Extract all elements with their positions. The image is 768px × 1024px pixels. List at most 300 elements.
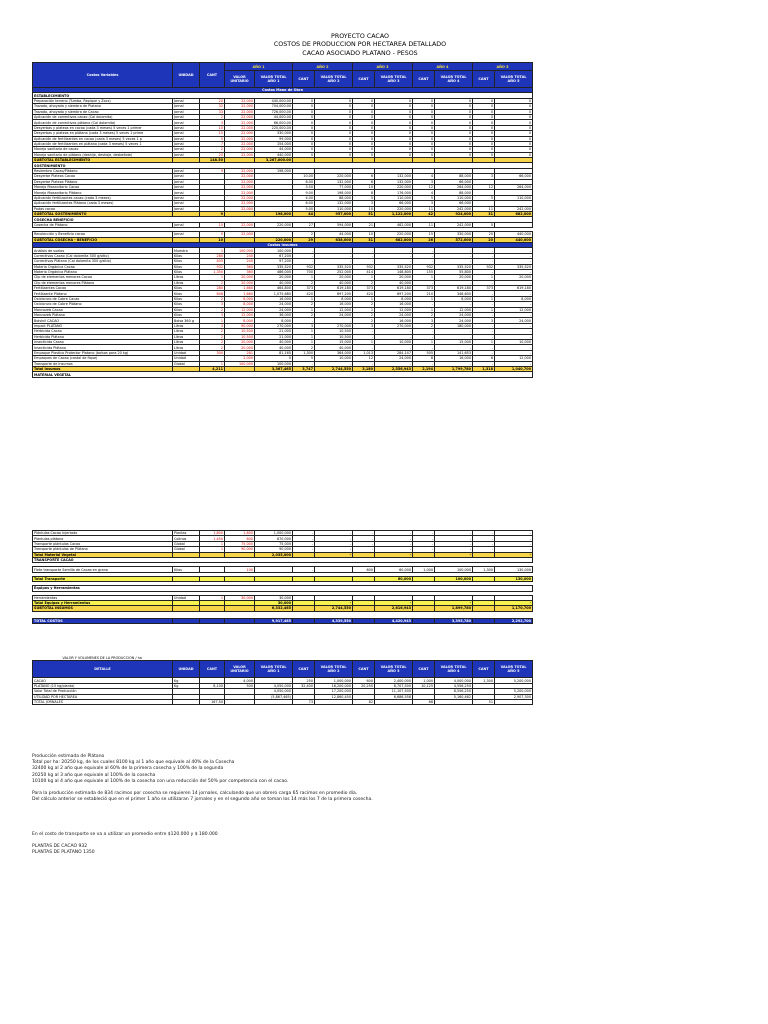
table-cell: Litros bbox=[173, 275, 200, 280]
table-cell: - bbox=[413, 334, 435, 339]
table-cell: 270,000 bbox=[255, 323, 293, 328]
production-header-row bbox=[33, 661, 533, 678]
table-cell: 335,520 bbox=[375, 264, 413, 269]
table-cell: 0 bbox=[495, 114, 533, 119]
row-label: Desyerbas y plateos en plátano (cada 3 meses) 5 veces 1 prime bbox=[33, 131, 173, 136]
table-cell: 90,000 bbox=[255, 547, 293, 552]
table-cell: Jornal bbox=[173, 206, 200, 211]
table-cell: 10 bbox=[200, 125, 225, 130]
table-cell: 440,000 bbox=[495, 237, 533, 242]
table-cell bbox=[413, 618, 435, 623]
table-cell: 3 bbox=[473, 318, 495, 323]
table-cell: - bbox=[473, 253, 495, 258]
table-cell: - bbox=[375, 536, 413, 541]
table-cell: Jornal bbox=[173, 195, 200, 200]
note-line: 10100 kg al 4 año que equivale al 100% de la cosecha con una reducción del 50% por competencia con el cacao. bbox=[32, 778, 289, 784]
table-cell: 3 bbox=[200, 313, 225, 318]
table-cell: 12,000 bbox=[375, 307, 413, 312]
table-cell: 0 bbox=[495, 141, 533, 146]
table-cell: 0 bbox=[293, 141, 315, 146]
table-cell: - bbox=[375, 248, 413, 253]
table-cell: 5,200,000 bbox=[495, 678, 533, 683]
table-cell: 0 bbox=[435, 120, 473, 125]
table-cell: 9 bbox=[200, 211, 225, 216]
table-cell: 40,000 bbox=[255, 345, 293, 350]
table-cell: - bbox=[435, 253, 473, 258]
table-cell: 22,000 bbox=[225, 168, 255, 173]
table-cell: - bbox=[473, 329, 495, 334]
table-cell: 10,125 bbox=[413, 683, 435, 688]
table-cell: 0 bbox=[495, 125, 533, 130]
table-cell: 3,367,465 bbox=[255, 366, 293, 371]
table-cell: - bbox=[473, 291, 495, 296]
table-cell: 704,000.00 bbox=[255, 104, 293, 109]
table-cell: 280 bbox=[200, 286, 225, 291]
table-cell: 0 bbox=[293, 109, 315, 114]
table-cell: 5.00 bbox=[293, 206, 315, 211]
table-cell: 10,500 bbox=[225, 329, 255, 334]
table-cell: - bbox=[315, 600, 353, 605]
table-cell: 957,000 bbox=[315, 211, 353, 216]
table-cell: 264,000 bbox=[435, 185, 473, 190]
table-cell: - bbox=[473, 350, 495, 355]
table-cell: 210 bbox=[413, 291, 435, 296]
table-cell: 1,170,700 bbox=[495, 606, 533, 611]
table-cell: 3 bbox=[200, 302, 225, 307]
table-cell: - bbox=[315, 253, 353, 258]
table-cell: - bbox=[473, 334, 495, 339]
table-cell: - bbox=[413, 541, 435, 546]
table-cell: 0 bbox=[495, 147, 533, 152]
table-cell: - bbox=[495, 552, 533, 557]
row-label: Correctivos Plátano (Cal dolomita 300 g/sitio) bbox=[33, 259, 173, 264]
row-label: Aplicación de fertilizantes en plátano (cada 3 meses) 5 veces 1 bbox=[33, 141, 173, 146]
table-cell: - bbox=[293, 541, 315, 546]
row-label: Aplicación fertilizantes cacao (cada 3 meses) bbox=[33, 195, 173, 200]
table-cell: 15,000 bbox=[315, 339, 353, 344]
table-cell: Jornal bbox=[173, 152, 200, 157]
row-label: Trazado, ahoyado y siembra de Cacao bbox=[33, 109, 173, 114]
table-cell: Jornal bbox=[173, 120, 200, 125]
note-line: Para la producción estimada de 834 racimos por cosecha se requieren 14 jornales, calculando que un obrero carga 65 racimos en promedio día. bbox=[32, 791, 358, 797]
row-label: Podas cacao bbox=[33, 206, 173, 211]
table-cell: 335,520 bbox=[495, 264, 533, 269]
table-cell: 110,000 bbox=[375, 195, 413, 200]
table-cell: - bbox=[495, 547, 533, 552]
table-cell: 0 bbox=[473, 125, 495, 130]
note-line: Total por ha: 20250 kg, de los cuales 8100 kg al 1 año que equivale al 40% de la Cosecha bbox=[32, 760, 235, 766]
table-cell: - bbox=[495, 269, 533, 274]
table-cell: Kilos bbox=[173, 313, 200, 318]
table-cell: - bbox=[353, 329, 375, 334]
table-cell: 360 bbox=[225, 269, 255, 274]
table-cell: - bbox=[473, 280, 495, 285]
table-cell: 1 bbox=[293, 334, 315, 339]
table-cell: 20 bbox=[473, 237, 495, 242]
row-label: SUBTOTAL ESTABLECIMIENTO bbox=[33, 158, 173, 163]
table-cell: - bbox=[473, 547, 495, 552]
table-cell: 1 bbox=[413, 275, 435, 280]
table-cell: 24,000 bbox=[255, 302, 293, 307]
table-cell: 2 bbox=[293, 280, 315, 285]
table-cell: 60,000 bbox=[375, 567, 413, 572]
table-cell: 8,000 bbox=[315, 296, 353, 301]
table-cell: 0 bbox=[353, 136, 375, 141]
table-cell: 8,000 bbox=[375, 296, 413, 301]
table-cell: 4,050,000 bbox=[255, 689, 293, 694]
table-cell: 1,000 bbox=[413, 567, 435, 572]
table-cell: 240 bbox=[225, 253, 255, 258]
table-cell: 68 bbox=[413, 699, 435, 704]
table-cell: 22,000 bbox=[225, 125, 255, 130]
table-cell: 0 bbox=[293, 152, 315, 157]
table-cell: 20 bbox=[200, 98, 225, 103]
row-label: Empaques de Cacao (costal de fique) bbox=[33, 356, 173, 361]
table-cell: 22,000 bbox=[225, 222, 255, 227]
table-cell: 440,000 bbox=[255, 152, 293, 157]
table-cell: 110,000 bbox=[435, 195, 473, 200]
table-cell: - bbox=[293, 259, 315, 264]
table-cell: - bbox=[473, 323, 495, 328]
production-header-cell: VALOR TOTAL AÑO 3 bbox=[375, 661, 413, 678]
table-cell: 16,000 bbox=[315, 302, 353, 307]
table-cell: 12 bbox=[353, 356, 375, 361]
row-label: Recolección y Beneficio cacao bbox=[33, 232, 173, 237]
table-cell: - bbox=[293, 536, 315, 541]
row-label: Plántulas plátano bbox=[33, 536, 173, 541]
table-cell: 44,000 bbox=[315, 232, 353, 237]
table-cell: Litros bbox=[173, 345, 200, 350]
table-cell: 10,500 bbox=[315, 329, 353, 334]
table-cell: 0 bbox=[353, 152, 375, 157]
table-cell: 73 bbox=[293, 699, 315, 704]
table-cell: Jornal bbox=[173, 114, 200, 119]
row-label: Insecticida Cacao bbox=[33, 339, 173, 344]
table-cell: 420 bbox=[293, 291, 315, 296]
production-header-cell: CANT bbox=[353, 661, 375, 678]
table-cell: Colinos bbox=[173, 536, 200, 541]
table-cell: 30,000 bbox=[225, 595, 255, 600]
table-cell: - bbox=[413, 302, 435, 307]
table-cell: 932 bbox=[293, 264, 315, 269]
table-cell: 10 bbox=[200, 222, 225, 227]
table-cell: 3 bbox=[473, 174, 495, 179]
table-cell: - bbox=[473, 345, 495, 350]
notes-transporte bbox=[32, 832, 218, 857]
table-cell: - bbox=[495, 536, 533, 541]
table-cell: 148,800 bbox=[375, 269, 413, 274]
table-cell bbox=[315, 699, 353, 704]
table-cell: 1 bbox=[293, 329, 315, 334]
table-cell: 32,400 bbox=[293, 683, 315, 688]
table-cell: 155 bbox=[413, 269, 435, 274]
row-label: Manejo sanitario de cacao bbox=[33, 147, 173, 152]
table-cell: 1 bbox=[473, 339, 495, 344]
table-cell: 726,000.00 bbox=[255, 109, 293, 114]
table-cell: 32 bbox=[200, 104, 225, 109]
cant-5-header: CANT bbox=[473, 71, 495, 88]
table-cell: - bbox=[293, 567, 315, 572]
table-cell: 5 bbox=[353, 195, 375, 200]
table-cell: 360 bbox=[225, 264, 255, 269]
table-cell: 2 bbox=[293, 302, 315, 307]
table-cell: 1,000,000 bbox=[255, 531, 293, 536]
section-label: COSECHA BENEFICIO bbox=[33, 217, 533, 222]
table-cell: - bbox=[473, 313, 495, 318]
table-cell bbox=[353, 618, 375, 623]
table-cell: 20 bbox=[200, 152, 225, 157]
table-cell: - bbox=[495, 329, 533, 334]
table-cell: - bbox=[353, 253, 375, 258]
table-cell: 2 bbox=[293, 313, 315, 318]
table-cell: 0 bbox=[473, 98, 495, 103]
table-cell: 40,000 bbox=[315, 345, 353, 350]
table-cell: 240 bbox=[225, 259, 255, 264]
table-cell: 242,000 bbox=[435, 206, 473, 211]
table-cell: 3 bbox=[293, 323, 315, 328]
table-cell: 21 bbox=[353, 222, 375, 227]
table-cell: 24,000 bbox=[315, 313, 353, 318]
table-cell: 0 bbox=[375, 152, 413, 157]
section-label: Costos Mano de Obra bbox=[33, 88, 533, 93]
table-cell: 220,000 bbox=[375, 232, 413, 237]
table-cell: 0 bbox=[413, 141, 435, 146]
table-cell: 0 bbox=[435, 147, 473, 152]
table-cell: 1,350 bbox=[200, 269, 225, 274]
table-cell: 24,000 bbox=[495, 318, 533, 323]
table-cell: - bbox=[315, 248, 353, 253]
table-cell: 220,000 bbox=[375, 185, 413, 190]
table-cell: 3,180 bbox=[353, 366, 375, 371]
table-cell: 3 bbox=[353, 323, 375, 328]
production-header-cell: VALOR UNITARIO bbox=[225, 661, 255, 678]
table-cell: 6.00 bbox=[293, 179, 315, 184]
table-cell: 21,000 bbox=[255, 334, 293, 339]
table-cell: Kg bbox=[173, 678, 200, 683]
table-cell: 1 bbox=[353, 307, 375, 312]
table-cell: 0 bbox=[495, 98, 533, 103]
table-cell: - bbox=[495, 253, 533, 258]
table-cell: 10 bbox=[353, 185, 375, 190]
table-cell: Jornal bbox=[173, 104, 200, 109]
table-cell: 0 bbox=[375, 141, 413, 146]
table-cell: 30,000 bbox=[255, 595, 293, 600]
table-cell: 0 bbox=[315, 109, 353, 114]
table-cell: 600 bbox=[353, 678, 375, 683]
row-label: Herbicida Plátano bbox=[33, 334, 173, 339]
table-cell: 464,800 bbox=[255, 286, 293, 291]
table-cell: 8 bbox=[353, 190, 375, 195]
table-cell: 870,000 bbox=[255, 536, 293, 541]
table-cell: - bbox=[353, 547, 375, 552]
table-cell bbox=[495, 699, 533, 704]
table-cell: - bbox=[473, 269, 495, 274]
table-cell: 22,000 bbox=[225, 232, 255, 237]
row-label: Trazado, ahoyado y siembra de Platano bbox=[33, 104, 173, 109]
table-cell: - bbox=[435, 345, 473, 350]
note-line: 32400 kg al 2 año que equivale al 60% de la primera cosecha y 100% de la segunda bbox=[32, 766, 224, 772]
table-cell: 1,300 bbox=[473, 678, 495, 683]
table-cell: - bbox=[375, 329, 413, 334]
table-cell: 462,000 bbox=[375, 222, 413, 227]
table-cell: 12,000 bbox=[495, 356, 533, 361]
row-label: Clip de elementos menores Cacao bbox=[33, 275, 173, 280]
costs-table-bottom bbox=[32, 530, 533, 624]
table-cell: 0 bbox=[353, 104, 375, 109]
table-cell: - bbox=[435, 248, 473, 253]
table-cell: - bbox=[315, 541, 353, 546]
table-cell: 0 bbox=[495, 131, 533, 136]
table-cell: 0 bbox=[435, 104, 473, 109]
table-cell: - bbox=[495, 531, 533, 536]
table-cell: 24,000 bbox=[255, 307, 293, 312]
table-cell: 42 bbox=[413, 211, 435, 216]
table-cell: 176,000 bbox=[375, 190, 413, 195]
table-cell: 682,000 bbox=[495, 211, 533, 216]
table-cell: 1 bbox=[200, 541, 225, 546]
table-cell: - bbox=[375, 541, 413, 546]
table-cell: 2,744,550 bbox=[315, 606, 353, 611]
table-cell: 11 bbox=[473, 206, 495, 211]
table-cell: 4,339,550 bbox=[315, 618, 353, 623]
table-cell: 594,000 bbox=[315, 222, 353, 227]
table-cell: 198,000 bbox=[255, 168, 293, 173]
table-cell: 1,660 bbox=[225, 286, 255, 291]
table-cell: 20 bbox=[473, 232, 495, 237]
table-cell: 22,000 bbox=[225, 179, 255, 184]
table-cell: 27 bbox=[293, 222, 315, 227]
table-cell: 0 bbox=[413, 147, 435, 152]
table-cell: 100,000 bbox=[225, 361, 255, 366]
table-cell: 8,000 bbox=[495, 296, 533, 301]
production-table bbox=[32, 656, 533, 705]
row-label: Aplicación de fertilizantes en cacao (cada 3 meses) 5 veces 1 p bbox=[33, 136, 173, 141]
table-cell: - bbox=[495, 302, 533, 307]
table-cell: 1 bbox=[473, 275, 495, 280]
table-cell: 2 bbox=[200, 280, 225, 285]
table-cell: - bbox=[293, 361, 315, 366]
table-cell: 1,800 bbox=[200, 531, 225, 536]
table-cell: 0 bbox=[375, 98, 413, 103]
table-cell: 82 bbox=[353, 699, 375, 704]
table-cell: Kilos bbox=[173, 269, 200, 274]
table-cell: 22,000 bbox=[225, 114, 255, 119]
table-cell: 10,000 bbox=[375, 339, 413, 344]
table-cell: 6,332,465 bbox=[255, 606, 293, 611]
table-cell: 8,556,250 bbox=[435, 689, 473, 694]
table-cell: 697,200 bbox=[315, 291, 353, 296]
table-cell: 20,000 bbox=[255, 275, 293, 280]
table-cell: 0 bbox=[413, 136, 435, 141]
table-cell: Unidad bbox=[173, 350, 200, 355]
table-cell: 10.00 bbox=[293, 174, 315, 179]
table-cell: 100,000 bbox=[435, 567, 473, 572]
row-label: Impact PLATANO bbox=[33, 323, 173, 328]
production-header-cell: VALOR TOTAL AÑO 2 bbox=[315, 661, 353, 678]
section-label: TRANSPORTE CACAO bbox=[33, 557, 533, 562]
table-cell: 0 bbox=[353, 125, 375, 130]
production-header-cell: CANT bbox=[413, 661, 435, 678]
note-line: PLANTAS DE PLATANO 1350 bbox=[32, 850, 95, 856]
table-cell: Kilos bbox=[173, 259, 200, 264]
section-label: SOSTENIMIENTO bbox=[33, 163, 533, 168]
table-cell: 0 bbox=[353, 114, 375, 119]
table-cell bbox=[225, 699, 255, 704]
table-cell: 1 bbox=[293, 296, 315, 301]
table-cell: 12,000 bbox=[435, 307, 473, 312]
table-cell: 16,000 bbox=[375, 302, 413, 307]
table-cell: - bbox=[293, 531, 315, 536]
table-cell: - bbox=[435, 334, 473, 339]
table-cell: 40,000 bbox=[255, 339, 293, 344]
table-cell: 1,000,000 bbox=[315, 678, 353, 683]
table-cell: 250 bbox=[293, 678, 315, 683]
table-cell: - bbox=[435, 531, 473, 536]
table-cell: Litros bbox=[173, 334, 200, 339]
year-header-row bbox=[33, 63, 533, 71]
table-cell bbox=[173, 618, 200, 623]
table-cell: - bbox=[353, 361, 375, 366]
table-cell: 110,000 bbox=[315, 206, 353, 211]
table-cell: 619,180 bbox=[435, 286, 473, 291]
row-label: Desyerbe Plateos Cacao bbox=[33, 174, 173, 179]
table-cell: 0 bbox=[293, 104, 315, 109]
year-3-header: AÑO 3 bbox=[353, 63, 413, 71]
row-label: Mancozeb Cacao bbox=[33, 307, 173, 312]
table-cell: - bbox=[413, 253, 435, 258]
row-label: Flete transporte Semilla de Cacao en grano bbox=[33, 567, 173, 572]
row-label: Empaque Plastico Protector Platano (bolsas para 20 kg) bbox=[33, 350, 173, 355]
table-cell: 20,000 bbox=[225, 339, 255, 344]
table-cell: Jornal bbox=[173, 98, 200, 103]
table-cell: 40,000 bbox=[255, 280, 293, 285]
table-cell: 9 bbox=[200, 168, 225, 173]
table-cell: 16,200,000 bbox=[315, 683, 353, 688]
table-cell: 9,917,465 bbox=[255, 618, 293, 623]
table-cell: 0 bbox=[375, 131, 413, 136]
table-cell: 0 bbox=[375, 147, 413, 152]
table-cell: 348,600 bbox=[435, 291, 473, 296]
table-cell: 0 bbox=[353, 141, 375, 146]
table-cell: 1,318 bbox=[473, 366, 495, 371]
table-cell: - bbox=[495, 361, 533, 366]
table-cell: 12,860,450 bbox=[315, 694, 353, 699]
table-cell: 0 bbox=[413, 109, 435, 114]
row-label: SUBTOTAL SOSTENIMIENTO bbox=[33, 211, 173, 216]
table-cell: 7 bbox=[200, 141, 225, 146]
table-cell: 1 bbox=[293, 307, 315, 312]
table-cell: 15,000 bbox=[435, 339, 473, 344]
table-cell: 2 bbox=[413, 323, 435, 328]
row-label: Aplicación fertilizantes Plátano (cada 3 meses) bbox=[33, 201, 173, 206]
table-cell: Jornal bbox=[173, 141, 200, 146]
table-cell: 5,160,462 bbox=[435, 694, 473, 699]
row-label: Total Equipos y Herramientas bbox=[33, 600, 173, 605]
production-header-cell: VALOR TOTAL AÑO 1 bbox=[255, 661, 293, 678]
table-cell: 55,800 bbox=[435, 269, 473, 274]
table-cell: 0 bbox=[353, 147, 375, 152]
table-cell: Jornal bbox=[173, 174, 200, 179]
table-cell: Jornal bbox=[173, 185, 200, 190]
table-cell: - bbox=[495, 345, 533, 350]
table-cell: 2 bbox=[200, 307, 225, 312]
table-cell: 697,200 bbox=[375, 291, 413, 296]
table-cell: 167.50 bbox=[200, 699, 225, 704]
table-cell: 66,000 bbox=[435, 179, 473, 184]
production-header-cell: CANT bbox=[473, 661, 495, 678]
table-cell: 20,000 bbox=[435, 275, 473, 280]
table-cell: 4,050,000 bbox=[255, 683, 293, 688]
